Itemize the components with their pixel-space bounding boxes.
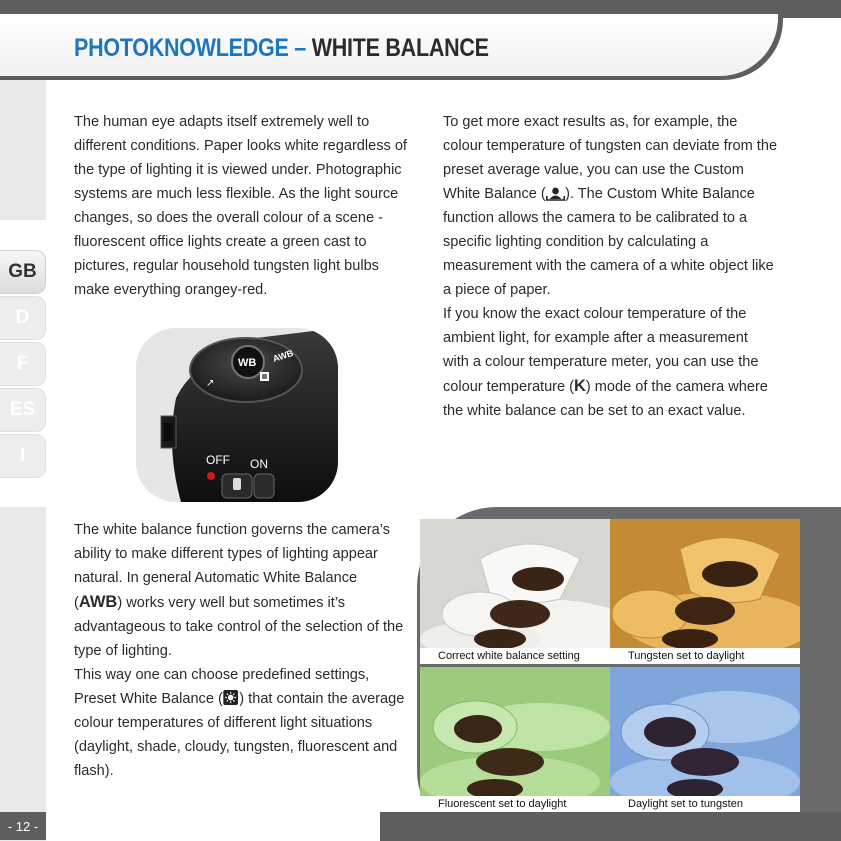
photo-caption: Tungsten set to daylight (610, 648, 800, 664)
preset-white-balance-icon (223, 689, 239, 706)
photo-caption: Correct white balance setting (420, 648, 610, 664)
custom-wb-column (443, 110, 778, 423)
custom-wb-text-start: To get more exact results as, for example, the colour temperature of tungsten can deviate from the preset average value, you can use the Custom White Balance ( (443, 113, 778, 202)
on-label: ON (250, 457, 268, 471)
coffee-cup-image-neutral (420, 519, 610, 664)
language-tab-d[interactable]: D (0, 296, 46, 340)
awb-symbol: AWB (78, 592, 118, 611)
intro-column (74, 110, 414, 302)
camera-dial-photo (136, 328, 338, 502)
language-tabs (0, 250, 48, 480)
awb-paragraph (74, 518, 409, 663)
preset-wb-text-start: This way one can choose predefined settings, Preset White Balance ( (74, 666, 370, 707)
dial-awb-label: AWB (271, 347, 295, 364)
dial-wb-label: WB (238, 357, 257, 369)
language-tab-i[interactable]: I (0, 434, 46, 478)
header-inner (0, 14, 778, 76)
kelvin-paragraph (443, 302, 778, 423)
custom-white-balance-icon (546, 186, 565, 201)
camera-illustration (136, 328, 338, 502)
title-part-white-balance: WHITE BALANCE (311, 34, 489, 62)
language-tab-gb[interactable]: GB (0, 250, 46, 294)
left-margin-strip (0, 80, 46, 220)
kelvin-text-end: ) mode of the camera where the white balance can be set to an exact value. (443, 378, 768, 419)
awb-text-start: The white balance function governs the camera’s ability to make different types of lighting appear natural. In general Automatic White Balance ( (74, 521, 390, 611)
custom-wb-text-end: ). The Custom White Balance function allows the camera to be calibrated to a specific lighting condition by calculating a measurement with the camera of a white object like a piece of paper. (443, 185, 774, 298)
bottom-band (380, 812, 841, 841)
coffee-cup-image-blue (610, 667, 800, 812)
kelvin-symbol: K (574, 376, 586, 395)
page-number: - 12 - (0, 812, 46, 840)
custom-wb-paragraph (443, 110, 778, 302)
photo-daylight-tungsten (610, 667, 800, 812)
coffee-cup-image-orange (610, 519, 800, 664)
photo-caption: Daylight set to tungsten (610, 796, 800, 812)
off-label: OFF (206, 453, 230, 467)
photo-caption: Fluorescent set to daylight (420, 796, 610, 812)
svg-text:↗: ↗ (206, 378, 215, 389)
title-part-photoknowledge: PHOTOKNOWLEDGE – (74, 34, 306, 62)
left-margin-strip-lower (0, 507, 46, 841)
preset-wb-paragraph (74, 663, 409, 783)
kelvin-text-start: If you know the exact colour temperature of the ambient light, for example after a measurement with a colour temperature meter, you can use the colour temperature ( (443, 305, 759, 395)
photo-correct-white-balance (420, 519, 610, 664)
header-bar (0, 14, 783, 80)
photo-tungsten-daylight (610, 519, 800, 664)
page-title (74, 34, 489, 63)
coffee-cup-image-green (420, 667, 610, 812)
photo-fluorescent-daylight (420, 667, 610, 812)
preset-wb-text-end: ) that contain the average colour temperatures of different light situations (daylight, shade, cloudy, tungsten, fluorescent and flash). (74, 690, 405, 779)
awb-text-end: ) works very well but sometimes it’s advantageous to take control of the selection of the type of lighting. (74, 594, 404, 659)
intro-paragraph: The human eye adapts itself extremely well to different conditions. Paper looks white regardless of the type of lighting it is viewed under. Photographic systems are much less flexible. As the light source changes, so does the overall colour of a scene - fluorescent office lights create a green cast to pictures, regular household tungsten light bulbs make everything orangey-red. (74, 113, 407, 298)
wb-function-column (74, 518, 409, 783)
language-tab-es[interactable]: ES (0, 388, 46, 432)
language-tab-f[interactable]: F (0, 342, 46, 386)
